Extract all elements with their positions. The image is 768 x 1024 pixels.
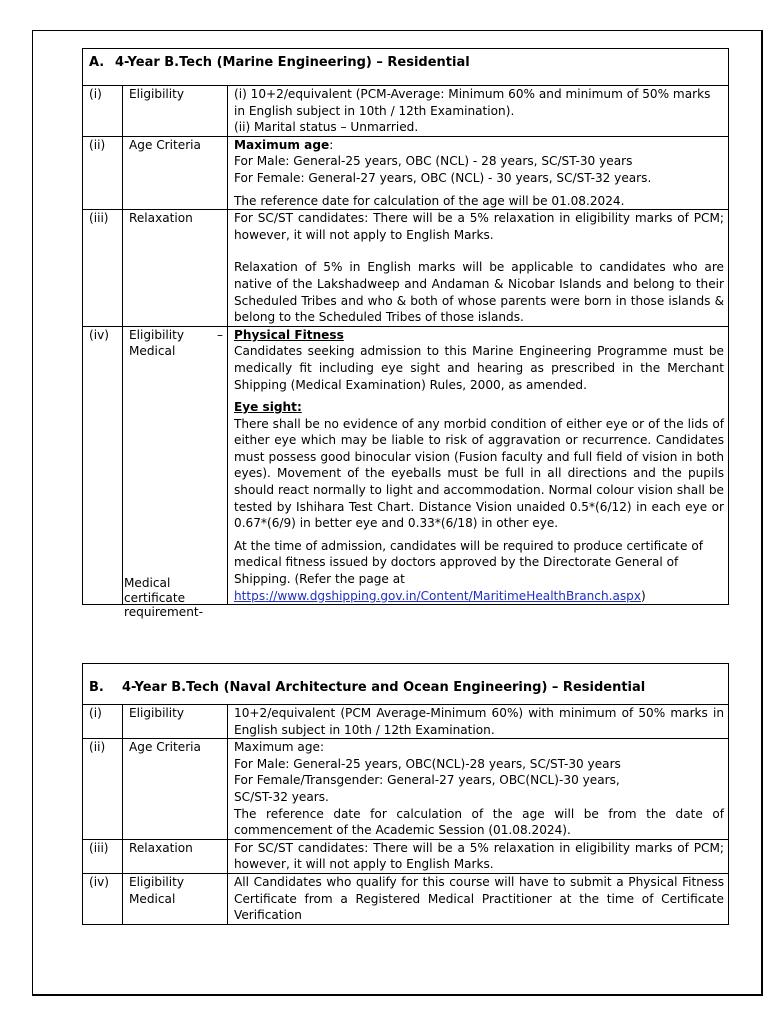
- row-label: Age Criteria: [123, 136, 228, 209]
- section-b-title: [83, 664, 729, 705]
- medical-certificate-label: Medical certificate requirement-: [124, 576, 203, 620]
- eligibility-academic: (i) 10+2/equivalent (PCM-Average: Minimum 60% and minimum of 50% marks in English subject in 10th / 12th Examination).: [234, 87, 711, 118]
- row-number: (i): [83, 705, 123, 739]
- medical-cell: [228, 326, 729, 605]
- age-female: For Female/Transgender: General-27 years, OBC(NCL)-30 years,: [234, 773, 620, 788]
- medical-cell: All Candidates who qualify for this course will have to submit a Physical Fitness Certificate from a Registered Medical Practitioner at the time of Certificate Verification: [228, 873, 729, 924]
- eligibility-cell: 10+2/equivalent (PCM Average-Minimum 60%) with minimum of 50% marks in English subject in 10th / 12th Examination.: [228, 705, 729, 739]
- section-a-title: [83, 49, 729, 86]
- section-a-table: [82, 48, 729, 605]
- table-row: [83, 873, 729, 924]
- table-row: [83, 136, 729, 209]
- age-male: For Male: General-25 years, OBC(NCL)-28 years, SC/ST-30 years: [234, 756, 621, 771]
- eye-sight-heading: Eye sight:: [234, 400, 302, 415]
- row-label: [123, 873, 228, 924]
- row-number: (iii): [83, 210, 123, 327]
- row-label: Eligibility: [123, 86, 228, 137]
- section-a-letter: A.: [89, 55, 105, 70]
- row-label: [123, 326, 228, 605]
- dgshipping-link[interactable]: https://www.dgshipping.gov.in/Content/MaritimeHealthBranch.aspx: [234, 588, 642, 603]
- row-label-medical: Medical: [129, 344, 176, 359]
- age-reference-date: The reference date for calculation of the age will be from the date of commencement of the Academic Session (01.08.2024).: [234, 806, 724, 838]
- age-male: For Male: General-25 years, OBC (NCL) - 28 years, SC/ST-30 years: [234, 154, 633, 169]
- row-number: (iv): [83, 326, 123, 605]
- max-age-heading: Maximum age:: [234, 740, 325, 755]
- relaxation-cell: [228, 210, 729, 327]
- link-close-paren: ): [641, 588, 646, 603]
- medical-certificate-text: At the time of admission, candidates will be required to produce certificate of medical fitness issued by doctors approved by the Directorate General of Shipping. (Refer the page at: [234, 538, 703, 587]
- row-label-medical: Medical: [129, 891, 176, 906]
- row-number: (iv): [83, 873, 123, 924]
- row-label-dash: –: [216, 327, 223, 342]
- age-criteria-cell: [228, 739, 729, 840]
- table-row: [83, 86, 729, 137]
- row-number: (iii): [83, 839, 123, 873]
- age-female: For Female: General-27 years, OBC (NCL) - 30 years, SC/ST-32 years.: [234, 170, 652, 185]
- section-a-header-row: [83, 49, 729, 86]
- age-reference-date: The reference date for calculation of the age will be 01.08.2024.: [234, 193, 625, 208]
- row-label: Relaxation: [123, 839, 228, 873]
- row-number: (i): [83, 86, 123, 137]
- max-age-heading: Maximum age: [234, 137, 330, 152]
- eye-sight-text: There shall be no evidence of any morbid condition of either eye or of the lids of either eye which may be liable to risk of aggravation or recurrence. Candidates must possess good binocular vision (Fusion faculty and full field of vision in both eyes). Movement of the eyeballs must be full in all directions and the pupils should react normally to light and accommodation. Normal colour vision shall be tested by Ishihara Test Chart. Distance Vision unaided 0.5*(6/12) in each eye or 0.67*(6/9) in better eye and 0.33*(6/18) in other eye.: [234, 416, 724, 531]
- section-b-header-row: [83, 664, 729, 705]
- max-age-colon: :: [329, 137, 334, 152]
- table-row: [83, 705, 729, 739]
- eligibility-cell: [228, 86, 729, 137]
- table-row: [83, 326, 729, 605]
- section-b-table: [82, 663, 729, 925]
- section-a-title-text: 4-Year B.Tech (Marine Engineering) – Residential: [115, 55, 470, 70]
- physical-fitness-text: Candidates seeking admission to this Marine Engineering Programme must be medically fit including eye sight and hearing as prescribed in the Merchant Shipping (Medical Examination) Rules, 2000, as amended.: [234, 344, 724, 392]
- physical-fitness-heading: Physical Fitness: [234, 327, 344, 342]
- row-number: (ii): [83, 739, 123, 840]
- table-row: [83, 210, 729, 327]
- row-number: (ii): [83, 136, 123, 209]
- row-label: Eligibility: [123, 705, 228, 739]
- eligibility-marital: (ii) Marital status – Unmarried.: [234, 120, 419, 135]
- section-b-title-text: 4-Year B.Tech (Naval Architecture and Ocean Engineering) – Residential: [122, 680, 646, 695]
- table-row: [83, 739, 729, 840]
- row-label-eligibility: Eligibility: [129, 874, 185, 889]
- relaxation-cell: For SC/ST candidates: There will be a 5% relaxation in eligibility marks of PCM; however, it will not apply to English Marks.: [228, 839, 729, 873]
- section-b-letter: B.: [89, 680, 104, 695]
- age-female-scst: SC/ST-32 years.: [234, 789, 329, 804]
- row-label-eligibility: Eligibility: [129, 327, 185, 342]
- relaxation-islands: Relaxation of 5% in English marks will be applicable to candidates who are native of the Lakshadweep and Andaman & Nicobar Islands and belong to their Scheduled Tribes and who & both of whose parents were born in those islands & belong to the Scheduled Tribes of those islands.: [234, 260, 724, 325]
- row-label: Age Criteria: [123, 739, 228, 840]
- row-label: Relaxation: [123, 210, 228, 327]
- relaxation-scst: For SC/ST candidates: There will be a 5% relaxation in eligibility marks of PCM; however, it will not apply to English Marks.: [234, 211, 724, 242]
- age-criteria-cell: [228, 136, 729, 209]
- table-row: [83, 839, 729, 873]
